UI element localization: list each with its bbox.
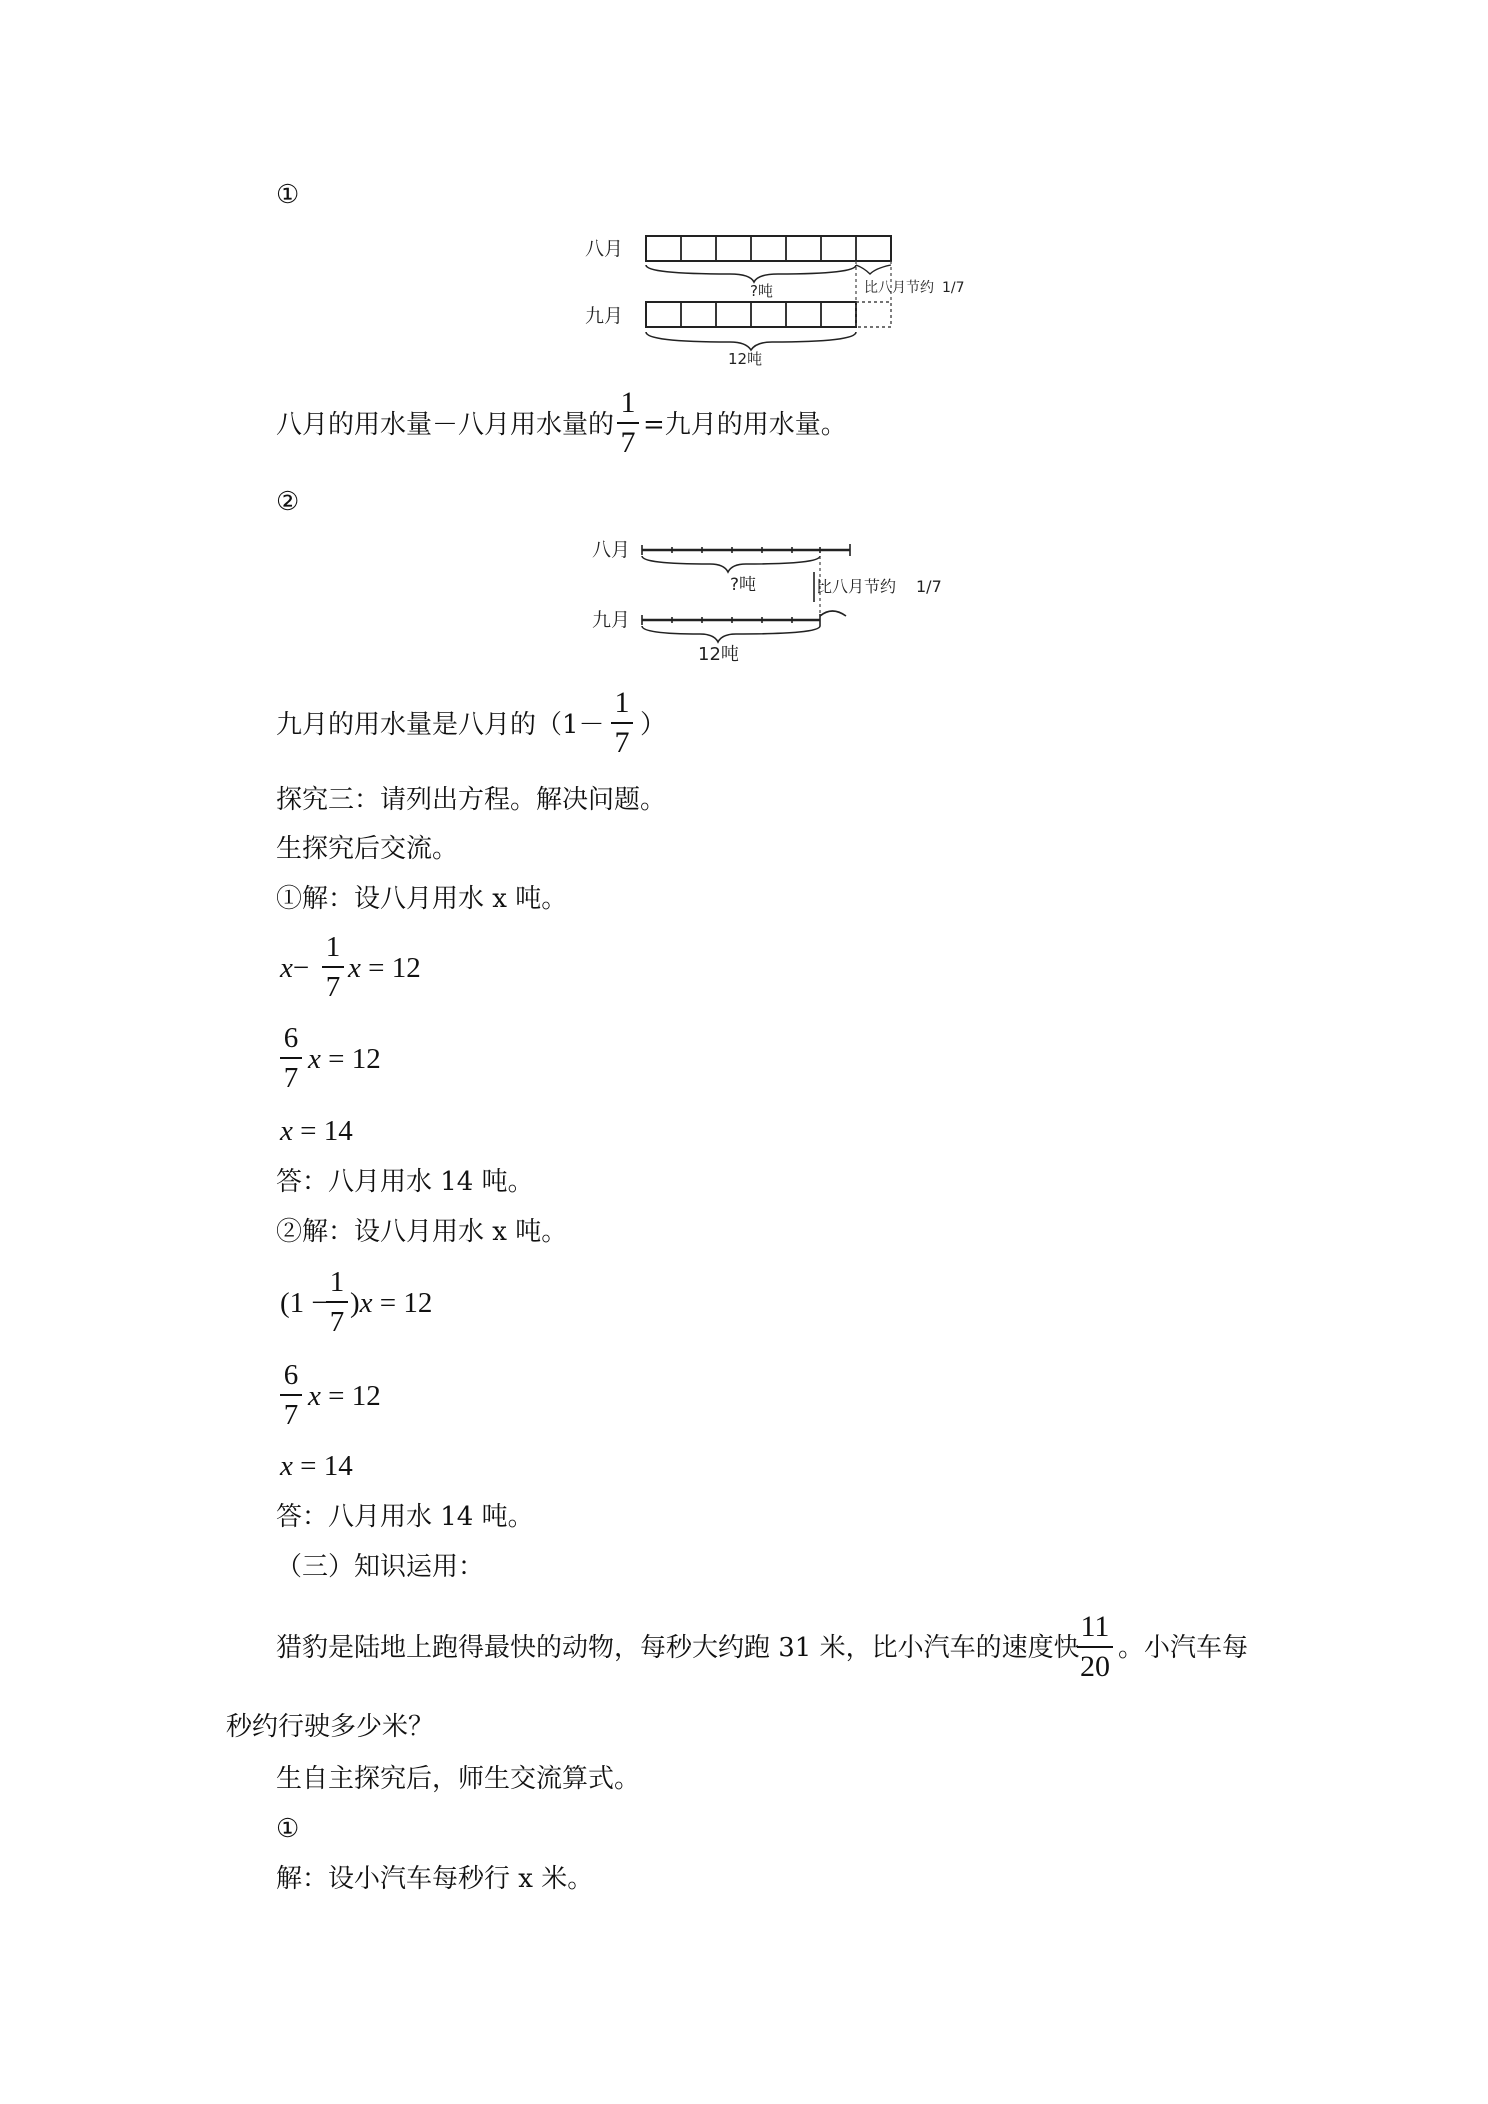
fraction-numerator: 1 bbox=[325, 931, 341, 963]
sol1-eq3 bbox=[280, 1115, 353, 1148]
diagram-1-note-frac: 1/7 bbox=[942, 280, 965, 296]
fraction-denominator: 7 bbox=[620, 426, 636, 459]
diagram-1-unknown: ?吨 bbox=[750, 282, 773, 300]
explore-three: 探究三：请列出方程。解决问题。 bbox=[276, 785, 667, 815]
marker-1: ① bbox=[276, 180, 300, 210]
minus-sign: − bbox=[292, 952, 310, 984]
sol1-eq2-fraction bbox=[280, 1021, 302, 1095]
problem-text: 猎豹是陆地上跑得最快的动物，每秒大约跑 31 米，比小汽车的速度快 bbox=[276, 1633, 1080, 1663]
sol1-eq2-rhs bbox=[308, 1043, 381, 1076]
equation-rhs: = 12 bbox=[328, 1043, 381, 1075]
equation-rhs: = 14 bbox=[300, 1115, 353, 1147]
fraction-1-7 bbox=[617, 386, 639, 460]
fraction-numerator: 6 bbox=[283, 1359, 299, 1391]
sol1-eq1-rhs bbox=[348, 952, 421, 985]
equation-rhs: = 14 bbox=[300, 1450, 353, 1482]
diagram-2 bbox=[590, 532, 990, 667]
line-2-post: ） bbox=[640, 710, 667, 740]
diagram-2-sep-label: 九月 bbox=[592, 609, 631, 631]
problem-text-line-2: 秒约行驶多少米？ bbox=[226, 1712, 435, 1742]
fraction-denominator: 20 bbox=[1080, 1650, 1110, 1683]
fraction-1-7-b bbox=[611, 686, 633, 760]
diagram-1 bbox=[580, 222, 1000, 372]
line-1 bbox=[276, 408, 614, 442]
sol1-eq1-fraction bbox=[322, 930, 344, 1004]
var-x: x bbox=[308, 1380, 321, 1412]
equation-rhs: = 12 bbox=[328, 1380, 381, 1412]
solution-2-answer: 答：八月用水 14 吨。 bbox=[276, 1502, 534, 1532]
problem-text-post: 。小汽车每 bbox=[1118, 1633, 1249, 1663]
diagram-2-aug-label: 八月 bbox=[592, 539, 631, 561]
line-2-pre: 九月的用水量是八月的（1－ bbox=[276, 710, 605, 740]
section-three-heading: （三）知识运用： bbox=[276, 1552, 485, 1582]
line-1-post: =九月的用水量。 bbox=[643, 410, 847, 440]
sol1-eq1-lhs bbox=[280, 952, 309, 985]
var-x: x bbox=[280, 952, 293, 984]
diagram-2-unknown: ?吨 bbox=[730, 575, 757, 595]
solution-2-intro: ②解：设八月用水 x 吨。 bbox=[276, 1217, 568, 1247]
sol2-eq1-open: (1 − bbox=[280, 1287, 328, 1319]
equation-rhs: = 12 bbox=[368, 952, 421, 984]
var-x: x bbox=[280, 1115, 293, 1147]
solution-1-answer: 答：八月用水 14 吨。 bbox=[276, 1167, 534, 1197]
sol2-eq1-fraction bbox=[326, 1265, 348, 1339]
diagram-2-note-frac: 1/7 bbox=[916, 577, 942, 596]
sol2-eq2-fraction bbox=[280, 1358, 302, 1432]
var-x: x bbox=[280, 1450, 293, 1482]
fraction-numerator: 1 bbox=[614, 686, 630, 719]
sol2-eq2-rhs bbox=[308, 1380, 381, 1413]
marker-2: ② bbox=[276, 487, 300, 517]
exchange-text: 生探究后交流。 bbox=[276, 834, 459, 864]
var-x: x bbox=[359, 1287, 373, 1319]
final-solution-intro: 解：设小汽车每秒行 x 米。 bbox=[276, 1864, 594, 1894]
sol2-eq3 bbox=[280, 1450, 353, 1483]
fraction-numerator: 11 bbox=[1080, 1610, 1110, 1643]
diagram-1-note: 比八月节约 bbox=[864, 280, 934, 296]
diagram-1-sep-label: 九月 bbox=[585, 305, 624, 327]
fraction-numerator: 6 bbox=[283, 1022, 299, 1054]
fraction-denominator: 7 bbox=[283, 1399, 299, 1431]
final-marker: ① bbox=[276, 1814, 300, 1844]
close-paren: ) bbox=[350, 1287, 360, 1319]
diagram-2-note: 比八月节约 bbox=[816, 577, 897, 596]
solution-1-intro: ①解：设八月用水 x 吨。 bbox=[276, 884, 568, 914]
var-x: x bbox=[308, 1043, 321, 1075]
diagram-2-total: 12吨 bbox=[698, 644, 739, 665]
line-1-pre: 八月的用水量－八月用水量的 bbox=[276, 410, 615, 440]
fraction-denominator: 7 bbox=[325, 971, 341, 1003]
equation-rhs: = 12 bbox=[379, 1287, 433, 1319]
sol2-eq1-rhs bbox=[350, 1287, 432, 1320]
var-x: x bbox=[348, 952, 361, 984]
fraction-numerator: 1 bbox=[620, 386, 636, 419]
diagram-1-total: 12吨 bbox=[728, 350, 763, 368]
problem-fraction bbox=[1077, 1610, 1113, 1684]
fraction-numerator: 1 bbox=[329, 1266, 345, 1298]
fraction-denominator: 7 bbox=[283, 1062, 299, 1094]
fraction-denominator: 7 bbox=[614, 726, 630, 759]
fraction-denominator: 7 bbox=[329, 1306, 345, 1338]
diagram-1-aug-label: 八月 bbox=[585, 238, 624, 260]
discuss-text: 生自主探究后，师生交流算式。 bbox=[276, 1764, 641, 1794]
